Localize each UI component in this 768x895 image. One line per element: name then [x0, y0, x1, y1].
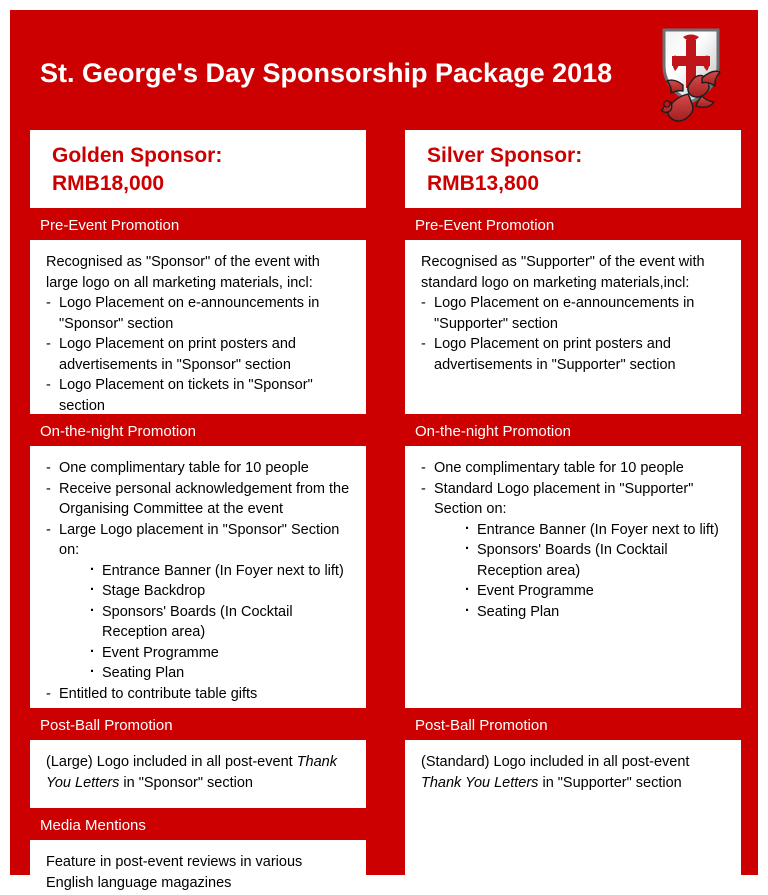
- on-the-night-bullets-after: [46, 684, 352, 705]
- list-item: · Sponsors' Boards (In Cocktail Reception area): [465, 540, 727, 581]
- list-item: · Event Programme: [90, 643, 352, 664]
- tier-price: RMB18,000: [52, 172, 165, 195]
- list-item: · Event Programme: [465, 581, 727, 602]
- list-item: - One complimentary table for 10 people: [421, 458, 727, 479]
- list-item: - One complimentary table for 10 people: [46, 458, 352, 479]
- tier-name: Golden Sponsor:: [52, 144, 223, 167]
- section-heading-post-ball: Post-Ball Promotion: [40, 716, 173, 734]
- tier-name: Silver Sponsor:: [427, 144, 583, 167]
- section-heading-post-ball: Post-Ball Promotion: [415, 716, 548, 734]
- section-heading-pre-event: Pre-Event Promotion: [415, 216, 555, 234]
- header-banner: [10, 10, 758, 122]
- list-item: - Large Logo placement in "Sponsor" Section on:: [46, 520, 352, 561]
- on-the-night-bullets-before: [46, 458, 352, 561]
- section-heading-media-mentions: Media Mentions: [40, 816, 146, 834]
- list-item: · Seating Plan: [465, 602, 727, 623]
- section-body-pre-event: [30, 240, 366, 414]
- post-ball-text: [421, 752, 727, 793]
- post-ball-text-italic: Thank You Letters: [421, 774, 539, 791]
- section-body-on-the-night: [405, 446, 741, 708]
- post-ball-text: [46, 752, 352, 793]
- post-ball-text-before: (Large) Logo included in all post-event: [46, 754, 297, 770]
- tier-header-silver: [405, 130, 741, 208]
- section-heading-on-the-night: On-the-night Promotion: [40, 422, 196, 440]
- list-item: - Logo Placement on e-announcements in "Supporter" section: [421, 293, 727, 334]
- post-ball-text-after: in "Sponsor" section: [119, 774, 253, 791]
- list-item: · Sponsors' Boards (In Cocktail Reception area): [90, 602, 352, 643]
- on-the-night-sub-bullets: [465, 520, 727, 623]
- list-item: - Entitled to contribute table gifts: [46, 684, 352, 705]
- list-item: · Stage Backdrop: [90, 581, 352, 602]
- section-body-on-the-night: [30, 446, 366, 708]
- section-body-media-mentions: [30, 840, 366, 895]
- pre-event-lead: Recognised as "Sponsor" of the event with large logo on all marketing materials, incl:: [46, 254, 320, 291]
- pre-event-lead: Recognised as "Supporter" of the event with standard logo on marketing materials,incl:: [421, 254, 705, 291]
- section-heading-on-the-night: On-the-night Promotion: [415, 422, 571, 440]
- section-body-post-ball: [405, 740, 741, 895]
- list-item: - Logo Placement on print posters and advertisements in "Supporter" section: [421, 334, 727, 375]
- list-item: · Seating Plan: [90, 663, 352, 684]
- section-heading-pre-event: Pre-Event Promotion: [40, 216, 180, 234]
- list-item: - Receive personal acknowledgement from the Organising Committee at the event: [46, 479, 352, 520]
- page-title: St. George's Day Sponsorship Package 2018: [40, 58, 613, 88]
- st-george-shield-dragon-crest: [650, 22, 732, 122]
- list-item: - Logo Placement on tickets in "Sponsor" section: [46, 375, 352, 416]
- post-ball-text-before: (Standard) Logo included in all post-event: [421, 754, 690, 770]
- list-item: - Logo Placement on e-announcements in "Sponsor" section: [46, 293, 352, 334]
- post-ball-text-after: in "Supporter" section: [538, 774, 682, 791]
- pre-event-bullets: [421, 293, 727, 375]
- pre-event-bullets: [46, 293, 352, 416]
- list-item: · Entrance Banner (In Foyer next to lift): [90, 561, 352, 582]
- list-item: · Entrance Banner (In Foyer next to lift): [465, 520, 727, 541]
- tier-header-golden: [30, 130, 366, 208]
- section-body-pre-event: [405, 240, 741, 414]
- on-the-night-sub-bullets: [90, 561, 352, 684]
- tier-price: RMB13,800: [427, 172, 540, 195]
- section-body-post-ball: [30, 740, 366, 808]
- on-the-night-bullets-before: [421, 458, 727, 520]
- list-item: - Logo Placement on print posters and advertisements in "Sponsor" section: [46, 334, 352, 375]
- sponsor-tier-board: [10, 122, 758, 891]
- media-mentions-text: Feature in post-event reviews in various English language magazines: [46, 854, 303, 891]
- list-item: - Standard Logo placement in "Supporter" Section on:: [421, 479, 727, 520]
- post-ball-text-italic: Thank You Letters: [46, 754, 337, 791]
